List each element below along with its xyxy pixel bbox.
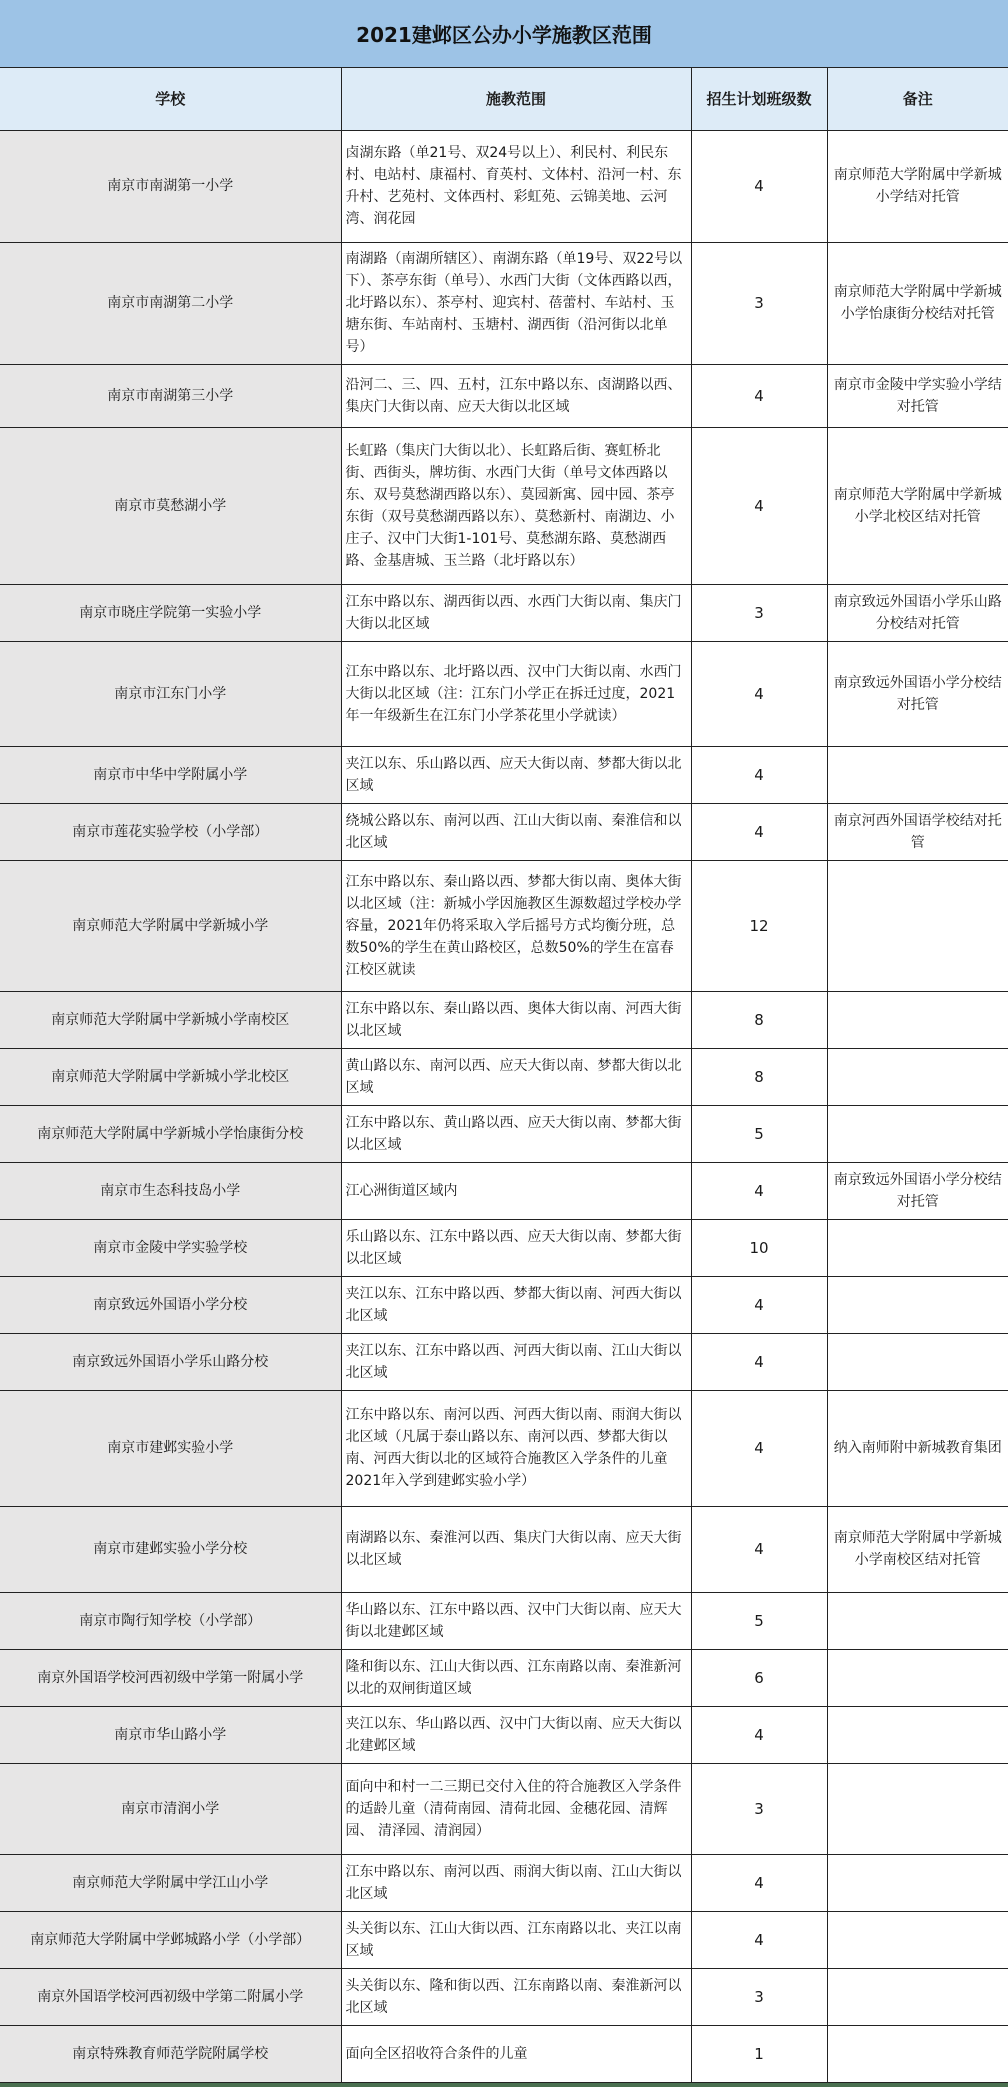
note-cell [827, 1592, 1008, 1649]
note-cell [827, 1911, 1008, 1968]
note-cell: 南京师范大学附属中学新城小学南校区结对托管 [827, 1506, 1008, 1592]
note-cell [827, 1854, 1008, 1911]
school-cell: 南京师范大学附属中学江山小学 [0, 1854, 341, 1911]
table-row [0, 1592, 1008, 1649]
note-cell [827, 1219, 1008, 1276]
range-cell: 夹江以东、江东中路以西、梦都大街以南、河西大街以北区域 [341, 1276, 691, 1333]
column-header-range: 施教范围 [341, 68, 691, 130]
note-cell [827, 1763, 1008, 1854]
classes-cell: 4 [691, 1390, 827, 1506]
table-row [0, 1219, 1008, 1276]
classes-cell: 3 [691, 1763, 827, 1854]
school-cell: 南京市生态科技岛小学 [0, 1162, 341, 1219]
range-cell: 长虹路（集庆门大街以北）、长虹路后街、赛虹桥北街、西街头，牌坊街、水西门大街（单号文体西路以东、双号莫愁湖西路以东）、莫园新寓、园中园、茶亭东街（双号莫愁湖西路以东）、莫愁新村、南湖边、小庄子、汉中门大街1-101号、莫愁湖东路、莫愁湖西路、金基唐城、玉兰路（北圩路以东） [341, 427, 691, 584]
classes-cell: 5 [691, 1105, 827, 1162]
range-cell: 夹江以东、江东中路以西、河西大街以南、江山大街以北区域 [341, 1333, 691, 1390]
school-cell: 南京市金陵中学实验学校 [0, 1219, 341, 1276]
range-cell: 江东中路以东、南河以西、雨润大街以南、江山大街以北区域 [341, 1854, 691, 1911]
range-cell: 面向中和村一二三期已交付入住的符合施教区入学条件的适龄儿童（清荷南园、清荷北园、金穗花园、清辉园、 清泽园、清润园） [341, 1763, 691, 1854]
school-cell: 南京外国语学校河西初级中学第二附属小学 [0, 1968, 341, 2025]
note-cell: 南京师范大学附属中学新城小学北校区结对托管 [827, 427, 1008, 584]
table-row [0, 746, 1008, 803]
note-cell: 纳入南师附中新城教育集团 [827, 1390, 1008, 1506]
table-row [0, 1105, 1008, 1162]
range-cell: 头关街以东、江山大街以西、江东南路以北、夹江以南区域 [341, 1911, 691, 1968]
school-cell: 南京市建邺实验小学分校 [0, 1506, 341, 1592]
note-cell [827, 2025, 1008, 2082]
range-cell: 江东中路以东、南河以西、河西大街以南、雨润大街以北区域（凡属于泰山路以东、南河以西、梦都大街以南、河西大街以北的区域符合施教区入学条件的儿童2021年入学到建邺实验小学） [341, 1390, 691, 1506]
school-cell: 南京市华山路小学 [0, 1706, 341, 1763]
note-cell [827, 1333, 1008, 1390]
school-cell: 南京致远外国语小学乐山路分校 [0, 1333, 341, 1390]
classes-cell: 3 [691, 1968, 827, 2025]
note-cell [827, 1706, 1008, 1763]
classes-cell: 4 [691, 1911, 827, 1968]
range-cell: 江东中路以东、秦山路以西、奥体大街以南、河西大街以北区域 [341, 991, 691, 1048]
classes-cell: 6 [691, 1649, 827, 1706]
school-cell: 南京市南湖第一小学 [0, 130, 341, 242]
classes-cell: 12 [691, 860, 827, 991]
classes-cell: 8 [691, 1048, 827, 1105]
range-cell: 江东中路以东、秦山路以西、梦都大街以南、奥体大街以北区域（注：新城小学因施教区生源数超过学校办学容量，2021年仍将采取入学后摇号方式均衡分班，总数50%的学生在黄山路校区，总数50%的学生在富春江校区就读 [341, 860, 691, 991]
sheet-title: 2021建邺区公办小学施教区范围 [0, 0, 1008, 68]
table-row [0, 803, 1008, 860]
range-cell: 南湖路（南湖所辖区）、南湖东路（单19号、双22号以下）、茶亭东街（单号）、水西门大街（文体西路以西，北圩路以东）、茶亭村、迎宾村、蓓蕾村、车站村、玉塘东街、车站南村、玉塘村、湖西街（沿河街以北单号） [341, 242, 691, 364]
classes-cell: 1 [691, 2025, 827, 2082]
table-row [0, 1390, 1008, 1506]
note-cell: 南京致远外国语小学分校结对托管 [827, 1162, 1008, 1219]
school-cell: 南京市江东门小学 [0, 641, 341, 746]
classes-cell: 8 [691, 991, 827, 1048]
classes-cell: 4 [691, 746, 827, 803]
classes-cell: 4 [691, 1276, 827, 1333]
classes-cell: 4 [691, 1706, 827, 1763]
school-cell: 南京师范大学附属中学新城小学 [0, 860, 341, 991]
school-cell: 南京特殊教育师范学院附属学校 [0, 2025, 341, 2082]
school-district-table [0, 68, 1008, 2083]
school-cell: 南京市南湖第三小学 [0, 364, 341, 427]
table-row [0, 1854, 1008, 1911]
table-row [0, 1968, 1008, 2025]
classes-cell: 4 [691, 1162, 827, 1219]
range-cell: 沿河二、三、四、五村，江东中路以东、卤湖路以西、集庆门大街以南、应天大街以北区域 [341, 364, 691, 427]
school-cell: 南京师范大学附属中学邺城路小学（小学部） [0, 1911, 341, 1968]
range-cell: 夹江以东、华山路以西、汉中门大街以南、应天大街以北建邺区域 [341, 1706, 691, 1763]
note-cell [827, 746, 1008, 803]
classes-cell: 4 [691, 364, 827, 427]
note-cell [827, 991, 1008, 1048]
school-cell: 南京市中华中学附属小学 [0, 746, 341, 803]
table-row [0, 1911, 1008, 1968]
table-row [0, 1706, 1008, 1763]
classes-cell: 5 [691, 1592, 827, 1649]
school-cell: 南京师范大学附属中学新城小学南校区 [0, 991, 341, 1048]
note-cell [827, 860, 1008, 991]
school-cell: 南京市莫愁湖小学 [0, 427, 341, 584]
note-cell: 南京师范大学附属中学新城小学结对托管 [827, 130, 1008, 242]
table-row [0, 860, 1008, 991]
range-cell: 绕城公路以东、南河以西、江山大街以南、秦淮信和以北区域 [341, 803, 691, 860]
school-cell: 南京市晓庄学院第一实验小学 [0, 584, 341, 641]
table-row [0, 584, 1008, 641]
table-row [0, 1763, 1008, 1854]
classes-cell: 3 [691, 584, 827, 641]
range-cell: 华山路以东、江东中路以西、汉中门大街以南、应天大街以北建邺区域 [341, 1592, 691, 1649]
school-cell: 南京市清润小学 [0, 1763, 341, 1854]
table-row [0, 1649, 1008, 1706]
note-cell: 南京致远外国语小学分校结对托管 [827, 641, 1008, 746]
school-cell: 南京师范大学附属中学新城小学北校区 [0, 1048, 341, 1105]
table-row [0, 242, 1008, 364]
note-cell [827, 1105, 1008, 1162]
range-cell: 江心洲街道区域内 [341, 1162, 691, 1219]
range-cell: 头关街以东、隆和街以西、江东南路以南、秦淮新河以北区域 [341, 1968, 691, 2025]
table-row [0, 1506, 1008, 1592]
header-row [0, 68, 1008, 130]
table-row [0, 991, 1008, 1048]
table-row [0, 364, 1008, 427]
classes-cell: 4 [691, 803, 827, 860]
classes-cell: 4 [691, 1333, 827, 1390]
classes-cell: 4 [691, 1506, 827, 1592]
note-cell [827, 1276, 1008, 1333]
school-cell: 南京师范大学附属中学新城小学怡康街分校 [0, 1105, 341, 1162]
note-cell: 南京河西外国语学校结对托管 [827, 803, 1008, 860]
table-row [0, 1162, 1008, 1219]
note-cell [827, 1048, 1008, 1105]
table-row [0, 130, 1008, 242]
classes-cell: 4 [691, 130, 827, 242]
table-row [0, 1276, 1008, 1333]
classes-cell: 4 [691, 1854, 827, 1911]
note-cell: 南京师范大学附属中学新城小学怡康街分校结对托管 [827, 242, 1008, 364]
school-cell: 南京市陶行知学校（小学部） [0, 1592, 341, 1649]
school-cell: 南京致远外国语小学分校 [0, 1276, 341, 1333]
range-cell: 江东中路以东、黄山路以西、应天大街以南、梦都大街以北区域 [341, 1105, 691, 1162]
range-cell: 面向全区招收符合条件的儿童 [341, 2025, 691, 2082]
range-cell: 南湖路以东、秦淮河以西、集庆门大街以南、应天大街以北区域 [341, 1506, 691, 1592]
table-row [0, 1333, 1008, 1390]
table-row [0, 1048, 1008, 1105]
school-cell: 南京市南湖第二小学 [0, 242, 341, 364]
classes-cell: 10 [691, 1219, 827, 1276]
school-cell: 南京市建邺实验小学 [0, 1390, 341, 1506]
note-cell [827, 1649, 1008, 1706]
classes-cell: 4 [691, 427, 827, 584]
table-row [0, 2025, 1008, 2082]
range-cell: 夹江以东、乐山路以西、应天大街以南、梦都大街以北区域 [341, 746, 691, 803]
note-cell [827, 1968, 1008, 2025]
range-cell: 卤湖东路（单21号、双24号以上）、利民村、利民东村、电站村、康福村、育英村、文体村、沿河一村、东升村、艺苑村、文体西村、彩虹苑、云锦美地、云河湾、润花园 [341, 130, 691, 242]
range-cell: 江东中路以东、湖西街以西、水西门大街以南、集庆门大街以北区域 [341, 584, 691, 641]
note-cell: 南京致远外国语小学乐山路分校结对托管 [827, 584, 1008, 641]
column-header-school: 学校 [0, 68, 341, 130]
range-cell: 隆和街以东、江山大街以西、江东南路以南、秦淮新河以北的双闸街道区域 [341, 1649, 691, 1706]
classes-cell: 3 [691, 242, 827, 364]
column-header-note: 备注 [827, 68, 1008, 130]
school-cell: 南京外国语学校河西初级中学第一附属小学 [0, 1649, 341, 1706]
table-row [0, 427, 1008, 584]
range-cell: 乐山路以东、江东中路以西、应天大街以南、梦都大街以北区域 [341, 1219, 691, 1276]
range-cell: 江东中路以东、北圩路以西、汉中门大街以南、水西门大街以北区域（注：江东门小学正在拆迁过度，2021年一年级新生在江东门小学茶花里小学就读） [341, 641, 691, 746]
school-cell: 南京市莲花实验学校（小学部） [0, 803, 341, 860]
note-cell: 南京市金陵中学实验小学结对托管 [827, 364, 1008, 427]
classes-cell: 4 [691, 641, 827, 746]
column-header-classes: 招生计划班级数 [691, 68, 827, 130]
range-cell: 黄山路以东、南河以西、应天大街以南、梦都大街以北区域 [341, 1048, 691, 1105]
table-row [0, 641, 1008, 746]
